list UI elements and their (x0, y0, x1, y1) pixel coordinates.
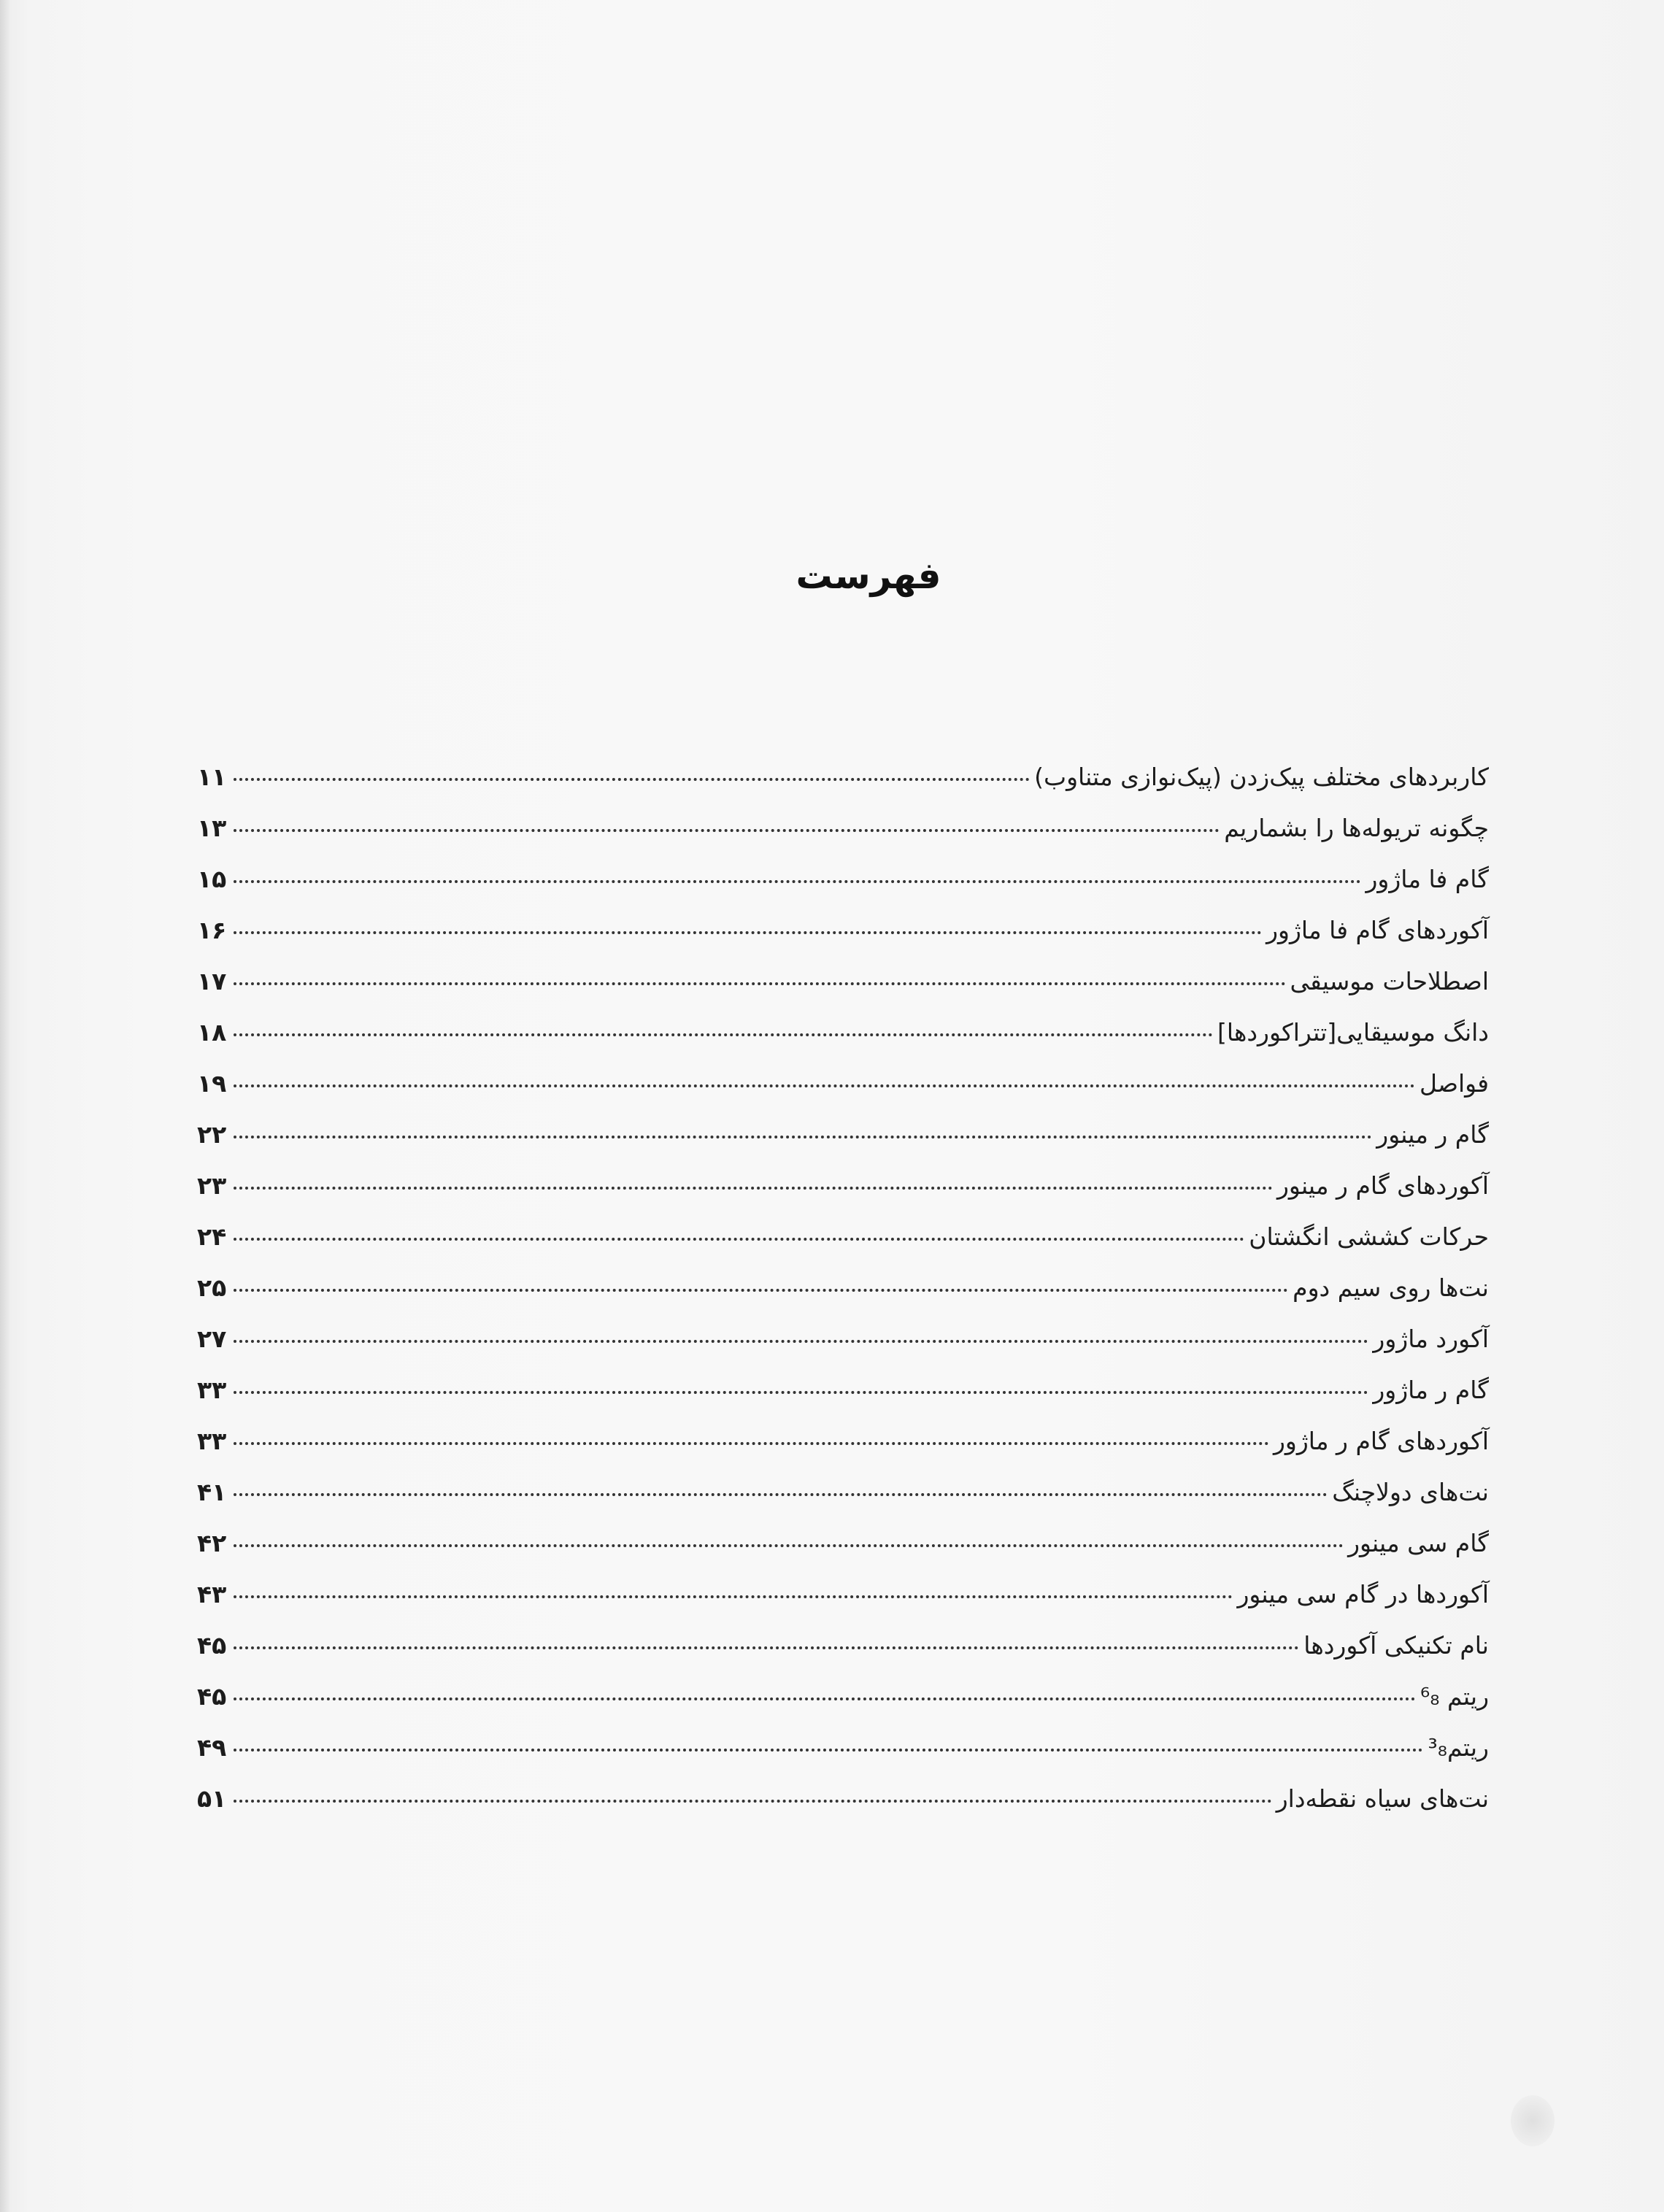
toc-dot-leader (234, 1492, 1328, 1496)
toc-entry-page: ۲۲ (197, 1120, 227, 1149)
toc-entry-page: ۳۳ (197, 1427, 227, 1455)
toc-entry[interactable] (197, 1569, 1489, 1620)
toc-dot-leader (234, 777, 1030, 781)
toc-entry[interactable] (197, 1263, 1489, 1314)
paper-stain (1511, 2095, 1555, 2146)
toc-entry-title: ریتم ⁶₈ (1420, 1682, 1489, 1711)
toc-entry-title: نت‌های دولاچنگ (1332, 1478, 1489, 1506)
toc-entry-title: گام ر مینور (1376, 1120, 1489, 1149)
toc-entry-title: گام سی مینور (1348, 1529, 1489, 1557)
toc-entry-title: گام فا ماژور (1366, 865, 1489, 893)
toc-entry-page: ۴۱ (197, 1478, 227, 1506)
toc-entry-title: فواصل (1419, 1069, 1489, 1098)
toc-dot-leader (234, 982, 1286, 985)
toc-entry-title: گام ر ماژور (1373, 1376, 1489, 1404)
toc-entry[interactable] (197, 752, 1489, 803)
toc-dot-leader (234, 1390, 1368, 1394)
toc-entry-page: ۳۳ (197, 1376, 227, 1404)
toc-entry-page: ۱۶ (197, 916, 227, 944)
toc-entry[interactable] (197, 803, 1489, 854)
toc-entry[interactable] (197, 1416, 1489, 1467)
toc-dot-leader (234, 1697, 1416, 1700)
page-title: فهرست (796, 555, 941, 597)
toc-entry-page: ۱۱ (197, 763, 227, 791)
toc-entry[interactable] (197, 1211, 1489, 1263)
table-of-contents (197, 752, 1489, 1824)
toc-entry-page: ۴۵ (197, 1682, 227, 1711)
toc-entry[interactable] (197, 1773, 1489, 1824)
toc-entry[interactable] (197, 1365, 1489, 1416)
toc-dot-leader (234, 1748, 1423, 1752)
toc-dot-leader (234, 930, 1262, 934)
toc-entry-page: ۲۴ (197, 1222, 227, 1251)
toc-entry-title: نت‌های سیاه نقطه‌دار (1276, 1784, 1489, 1813)
toc-dot-leader (234, 1799, 1272, 1803)
toc-entry-page: ۴۳ (197, 1580, 227, 1608)
toc-entry[interactable] (197, 1160, 1489, 1211)
toc-entry-page: ۱۸ (197, 1018, 227, 1047)
toc-entry[interactable] (197, 1671, 1489, 1722)
toc-entry-title: دانگ موسیقایی[تتراکوردها] (1217, 1018, 1489, 1047)
toc-entry[interactable] (197, 1314, 1489, 1365)
toc-entry[interactable] (197, 1722, 1489, 1773)
toc-entry-title: نت‌ها روی سیم دوم (1293, 1273, 1489, 1302)
toc-dot-leader (234, 1135, 1372, 1138)
toc-entry-page: ۱۵ (197, 865, 227, 893)
toc-entry-title: آکوردها در گام سی مینور (1237, 1580, 1489, 1608)
toc-entry-page: ۵۱ (197, 1784, 227, 1813)
toc-entry-page: ۲۳ (197, 1171, 227, 1200)
toc-entry-title: کاربردهای مختلف پیک‌زدن (پیک‌نوازی متناوب) (1034, 763, 1489, 791)
toc-dot-leader (234, 1288, 1288, 1292)
toc-dot-leader (234, 1646, 1299, 1649)
toc-entry-page: ۲۷ (197, 1325, 227, 1353)
toc-entry-title: آکوردهای گام ر ماژور (1274, 1427, 1489, 1455)
toc-entry[interactable] (197, 956, 1489, 1007)
toc-entry-page: ۱۹ (197, 1069, 227, 1098)
toc-entry[interactable] (197, 854, 1489, 905)
toc-entry-page: ۴۲ (197, 1529, 227, 1557)
toc-dot-leader (234, 1033, 1213, 1036)
toc-entry-title: اصطلاحات موسیقی (1290, 967, 1489, 995)
toc-dot-leader (234, 1084, 1415, 1087)
toc-entry-title: آکوردهای گام فا ماژور (1266, 916, 1489, 944)
toc-entry[interactable] (197, 1007, 1489, 1058)
toc-entry-title: نام تکنیکی آکوردها (1303, 1631, 1489, 1660)
toc-entry-page: ۴۵ (197, 1631, 227, 1660)
toc-dot-leader (234, 1544, 1344, 1547)
toc-entry-title: حرکات کششی انگشتان (1249, 1222, 1489, 1251)
page-edge-shadow (0, 0, 10, 2212)
toc-entry-page: ۱۷ (197, 967, 227, 995)
toc-entry[interactable] (197, 1058, 1489, 1109)
toc-entry-title: ریتم³₈ (1428, 1733, 1489, 1762)
toc-entry[interactable] (197, 1518, 1489, 1569)
toc-dot-leader (234, 1441, 1269, 1445)
toc-entry[interactable] (197, 905, 1489, 956)
toc-dot-leader (234, 879, 1361, 883)
toc-entry-page: ۲۵ (197, 1273, 227, 1302)
toc-entry-page: ۱۳ (197, 814, 227, 842)
toc-dot-leader (234, 1237, 1244, 1241)
toc-entry-title: آکورد ماژور (1373, 1325, 1489, 1353)
toc-entry-page: ۴۹ (197, 1733, 227, 1762)
toc-dot-leader (234, 1595, 1233, 1598)
toc-entry-title: چگونه تریوله‌ها را بشماریم (1224, 814, 1489, 842)
toc-dot-leader (234, 1339, 1368, 1343)
toc-dot-leader (234, 828, 1220, 832)
toc-entry[interactable] (197, 1467, 1489, 1518)
toc-entry-title: آکوردهای گام ر مینور (1276, 1171, 1489, 1200)
toc-dot-leader (234, 1186, 1273, 1190)
toc-entry[interactable] (197, 1620, 1489, 1671)
toc-entry[interactable] (197, 1109, 1489, 1160)
